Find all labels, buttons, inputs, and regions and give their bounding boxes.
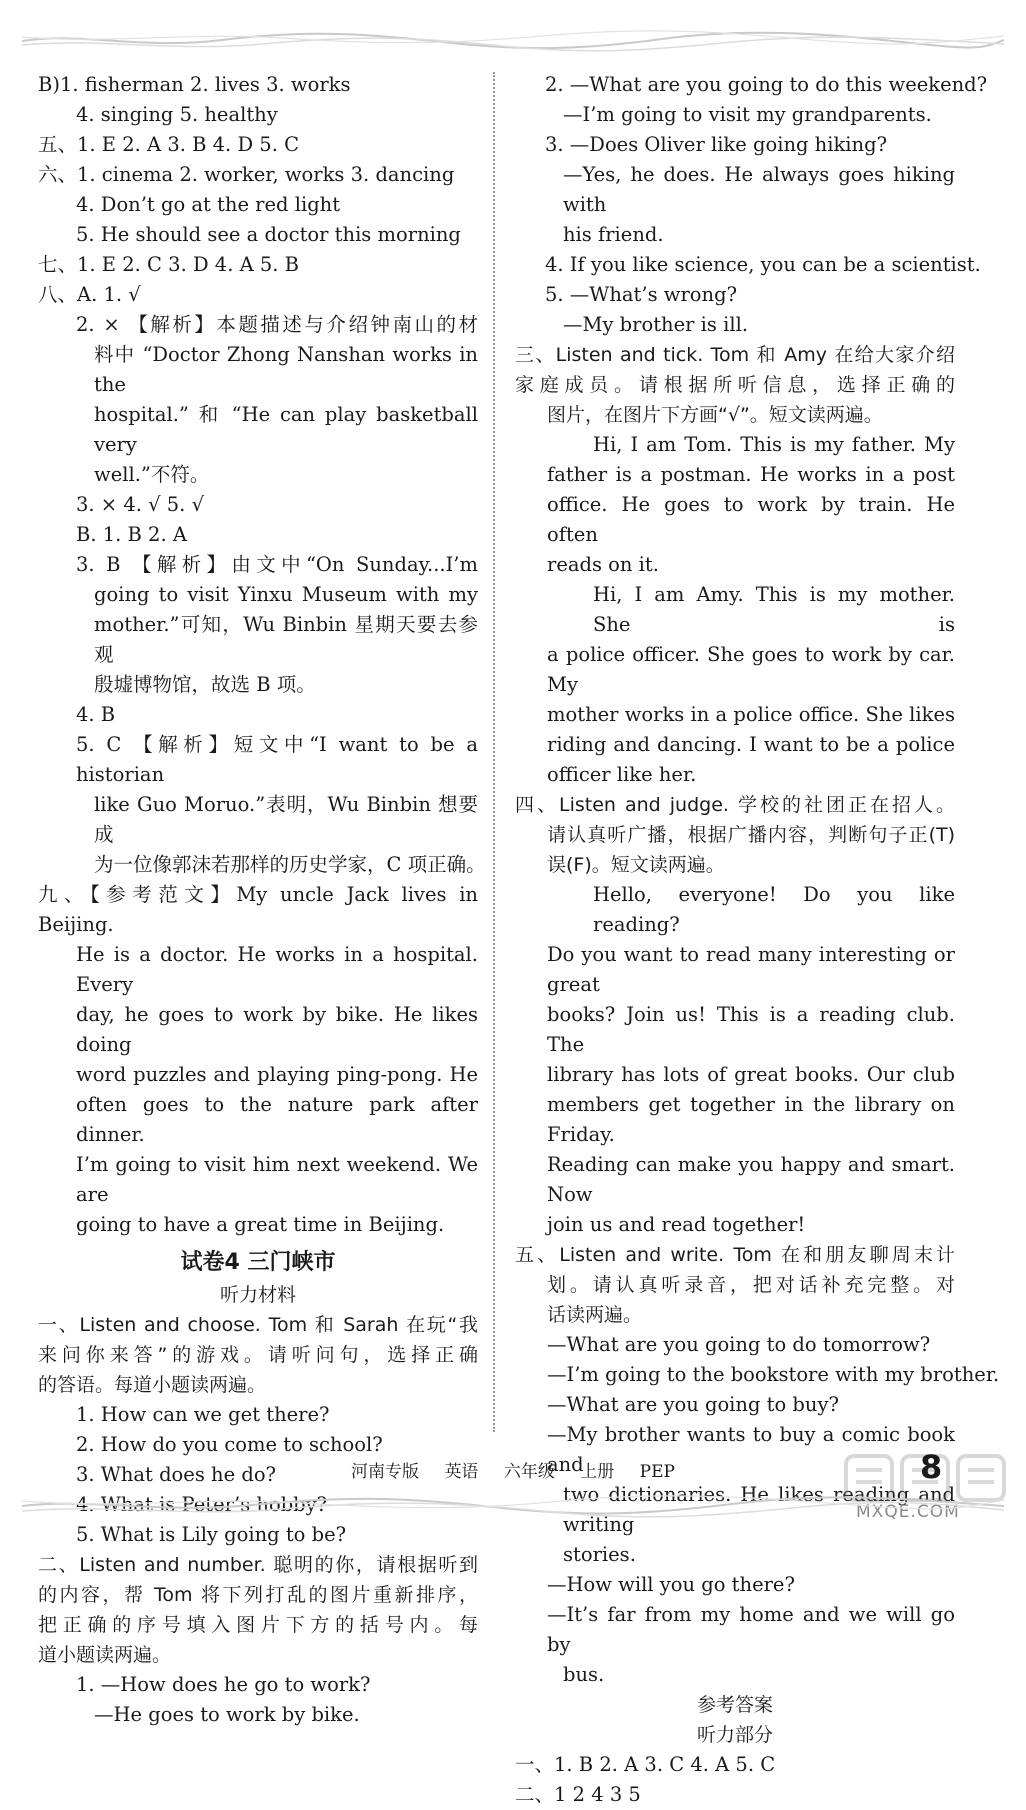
passage-line: mother works in a police office. She likes bbox=[547, 703, 955, 726]
answer-line: 4. singing 5. healthy bbox=[76, 103, 278, 126]
model-essay-line: day, he goes to work by bike. He likes doing bbox=[76, 1003, 478, 1056]
dialogue-line: —What are you going to buy? bbox=[547, 1393, 839, 1416]
passage-line: riding and dancing. I want to be a police bbox=[547, 733, 955, 756]
analysis-line: well.”不符。 bbox=[94, 463, 210, 486]
test-subtitle: 听力材料 bbox=[219, 1284, 296, 1306]
listening-item: 4. What is Peter’s hobby? bbox=[76, 1493, 328, 1516]
answer-line: B. 1. B 2. A bbox=[76, 523, 187, 546]
answer-line: 二、1 2 4 3 5 bbox=[515, 1783, 641, 1806]
section-heading: 话读两遍。 bbox=[547, 1304, 643, 1326]
footer-volume: 上册 bbox=[580, 1462, 615, 1482]
passage-line: father is a postman. He works in a post bbox=[547, 463, 955, 486]
section-heading: 划。请认真听录音，把对话补充完整。对 bbox=[547, 1274, 955, 1296]
column-divider bbox=[493, 72, 495, 1432]
analysis-line: hospital.” 和 “He can play basketball very bbox=[94, 403, 478, 456]
listening-item: —He goes to work by bike. bbox=[94, 1703, 360, 1726]
footer-edition: 河南专版 bbox=[351, 1462, 420, 1482]
passage-line: a police officer. She goes to work by car. My bbox=[547, 643, 955, 696]
listening-item: 5. —What’s wrong? bbox=[545, 283, 738, 306]
passage-line: library has lots of great books. Our club bbox=[547, 1063, 955, 1086]
passage-line: Hi, I am Tom. This is my father. My bbox=[593, 433, 955, 456]
section-heading: 一、Listen and choose. Tom 和 Sarah 在玩“我 bbox=[38, 1314, 478, 1336]
section-heading: 的内容，帮 Tom 将下列打乱的图片重新排序， bbox=[38, 1584, 478, 1606]
section-heading: 请认真听广播，根据广播内容，判断句子正(T) bbox=[547, 824, 955, 846]
passage-line: reads on it. bbox=[547, 553, 659, 576]
listening-item: 3. —Does Oliver like going hiking? bbox=[545, 133, 888, 156]
footer-grade: 六年级 bbox=[503, 1462, 555, 1482]
passage-line: Hello, everyone! Do you like reading? bbox=[593, 883, 955, 936]
listening-item: 1. —How does he go to work? bbox=[76, 1673, 371, 1696]
analysis-line: 5. C 【解析】短文中“I want to be a historian bbox=[76, 733, 478, 786]
listening-item: 2. —What are you going to do this weekend? bbox=[545, 73, 988, 96]
listening-item: 3. What does he do? bbox=[76, 1463, 277, 1486]
answer-line: 5. He should see a doctor this morning bbox=[76, 223, 461, 246]
dialogue-line: —What are you going to do tomorrow? bbox=[547, 1333, 931, 1356]
model-essay-line: often goes to the nature park after dinner. bbox=[76, 1093, 478, 1146]
model-essay-line: He is a doctor. He works in a hospital. Every bbox=[76, 943, 478, 996]
analysis-line: mother.”可知，Wu Binbin 星期天要去参观 bbox=[94, 613, 478, 666]
analysis-line: going to visit Yinxu Museum with my bbox=[94, 583, 478, 606]
section-heading: 误(F)。短文读两遍。 bbox=[547, 854, 725, 876]
passage-line: Do you want to read many interesting or great bbox=[547, 943, 955, 996]
bottom-decorative-border bbox=[22, 1494, 1004, 1518]
answer-key-subtitle: 听力部分 bbox=[696, 1724, 773, 1746]
dialogue-line: —It’s far from my home and we will go by bbox=[547, 1603, 955, 1656]
page-number: 8 bbox=[920, 1448, 943, 1486]
section-heading: 二、Listen and number. 聪明的你，请根据听到 bbox=[38, 1554, 478, 1576]
section-heading: 五、Listen and write. Tom 在和朋友聊周末计 bbox=[515, 1244, 955, 1266]
listening-item: —My brother is ill. bbox=[563, 313, 749, 336]
analysis-line: 殷墟博物馆，故选 B 项。 bbox=[94, 673, 316, 696]
answer-line: 3. × 4. √ 5. √ bbox=[76, 493, 204, 516]
listening-item: 1. How can we get there? bbox=[76, 1403, 330, 1426]
answer-line: B)1. fisherman 2. lives 3. works bbox=[38, 73, 351, 96]
listening-item: —Yes, he does. He always goes hiking with bbox=[563, 163, 955, 216]
section-heading: 四、Listen and judge. 学校的社团正在招人。 bbox=[515, 794, 955, 816]
footer-subject: 英语 bbox=[444, 1462, 479, 1482]
answer-key-title: 参考答案 bbox=[696, 1694, 773, 1716]
dialogue-line: —My brother wants to buy a comic book and bbox=[547, 1423, 955, 1476]
analysis-line: 料中 “Doctor Zhong Nanshan works in the bbox=[94, 343, 478, 396]
section-heading: 把正确的序号填入图片下方的括号内。每 bbox=[38, 1614, 478, 1636]
passage-line: officer like her. bbox=[547, 763, 697, 786]
passage-line: join us and read together! bbox=[547, 1213, 806, 1236]
model-essay-line: I’m going to visit him next weekend. We are bbox=[76, 1153, 478, 1206]
top-decorative-border bbox=[22, 30, 1004, 52]
analysis-line: 为一位像郭沫若那样的历史学家，C 项正确。 bbox=[94, 853, 486, 876]
listening-item: his friend. bbox=[563, 223, 664, 246]
passage-line: Hi, I am Amy. This is my mother. She is bbox=[593, 583, 955, 636]
footer-series: PEP bbox=[639, 1462, 675, 1482]
model-essay-line: word puzzles and playing ping-pong. He bbox=[76, 1063, 478, 1086]
passage-line: office. He goes to work by train. He often bbox=[547, 493, 955, 546]
analysis-line: 3. B 【解析】由文中“On Sunday...I’m bbox=[76, 553, 478, 576]
test-title: 试卷4 三门峡市 bbox=[180, 1250, 336, 1275]
listening-item: 4. If you like science, you can be a scientist. bbox=[545, 253, 981, 276]
dialogue-line: bus. bbox=[563, 1663, 605, 1686]
listening-item: 2. How do you come to school? bbox=[76, 1433, 383, 1456]
watermark-text: MXQE.COM bbox=[856, 1502, 960, 1522]
listening-item: —I’m going to visit my grandparents. bbox=[563, 103, 932, 126]
answer-line: 4. B bbox=[76, 703, 116, 726]
listening-item: 5. What is Lily going to be? bbox=[76, 1523, 347, 1546]
section-heading: 图片，在图片下方画“√”。短文读两遍。 bbox=[547, 404, 883, 426]
answer-line: 七、1. E 2. C 3. D 4. A 5. B bbox=[38, 253, 300, 276]
section-heading: 三、Listen and tick. Tom 和 Amy 在给大家介绍 bbox=[515, 344, 955, 366]
answer-line: 八、A. 1. √ bbox=[38, 283, 141, 306]
section-heading: 来问你来答”的游戏。请听问句，选择正确 bbox=[38, 1344, 478, 1366]
answer-line: 五、1. E 2. A 3. B 4. D 5. C bbox=[38, 133, 300, 156]
passage-line: books? Join us! This is a reading club. The bbox=[547, 1003, 955, 1056]
analysis-line: 2. × 【解析】本题描述与介绍钟南山的材 bbox=[76, 313, 478, 336]
answer-line: 六、1. cinema 2. worker, works 3. dancing bbox=[38, 163, 455, 186]
answer-line: 一、1. B 2. A 3. C 4. A 5. C bbox=[515, 1753, 776, 1776]
passage-line: members get together in the library on Friday. bbox=[547, 1093, 955, 1146]
passage-line: Reading can make you happy and smart. Now bbox=[547, 1153, 955, 1206]
section-heading: 道小题读两遍。 bbox=[38, 1644, 172, 1666]
model-essay-line: 九、【参考范文】My uncle Jack lives in Beijing. bbox=[38, 883, 478, 936]
dialogue-line: stories. bbox=[563, 1543, 636, 1566]
section-heading: 的答语。每道小题读两遍。 bbox=[38, 1374, 267, 1396]
model-essay-line: going to have a great time in Beijing. bbox=[76, 1213, 445, 1236]
dialogue-line: —I’m going to the bookstore with my brother. bbox=[547, 1363, 1000, 1386]
right-column bbox=[515, 70, 1000, 1810]
dialogue-line: two dictionaries. He likes reading and writing bbox=[563, 1483, 955, 1536]
answer-line: 4. Don’t go at the red light bbox=[76, 193, 341, 216]
dialogue-line: —How will you go there? bbox=[547, 1573, 795, 1596]
section-heading: 家庭成员。请根据所听信息，选择正确的 bbox=[515, 374, 955, 396]
analysis-line: like Guo Moruo.”表明，Wu Binbin 想要成 bbox=[94, 793, 478, 846]
